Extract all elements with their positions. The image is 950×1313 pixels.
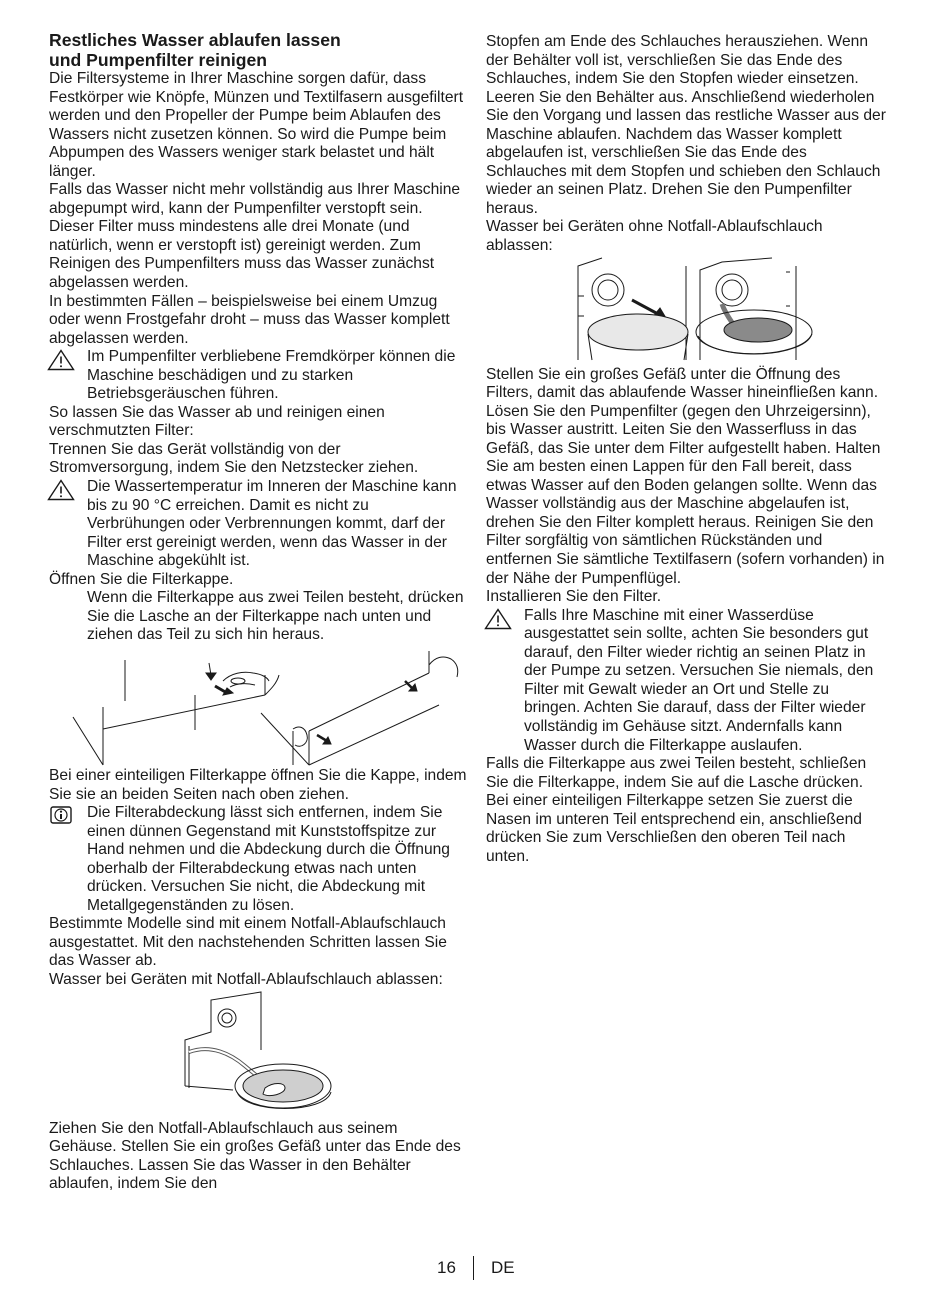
drain-without-hose-illustration <box>486 256 886 366</box>
intro-paragraph: Die Filtersysteme in Ihrer Maschine sorgen dafür, dass Festkörper wie Knöpfe, Münzen und Textilfasern ausgefiltert werden und den Propeller der Pumpe beim Ablaufen des Wassers nicht zusetzen können. So wird die Pumpe beim Abpumpen des Wassers weniger stark belastet und hält länger. <box>49 70 464 180</box>
with-hose-heading: Wasser bei Geräten mit Notfall-Ablaufschlauch ablassen: <box>49 970 443 988</box>
footer-divider <box>473 1256 474 1280</box>
right-column <box>486 33 886 866</box>
filter-cap-illustration <box>65 645 483 767</box>
close-cap-paragraph: Falls die Filterkappe aus zwei Teilen besteht, schließen Sie die Filterkappe, indem Sie auf die Lasche drücken. Bei einer einteiligen Filterkappe setzen Sie zuerst die Nasen im unteren Teil entsprechend ein, anschließend drücken Sie zum Verschließen den oberen Teil nach unten. <box>486 755 867 865</box>
warning-temperature <box>49 478 467 571</box>
procedure-intro: So lassen Sie das Wasser ab und reinigen einen verschmutzten Filter: <box>49 403 385 440</box>
info-text: Die Filterabdeckung lässt sich entfernen, indem Sie einen dünnen Gegenstand mit Kunststoffspitze zur Hand nehmen und die Abdeckung durch die Öffnung oberhalb der Filterabdeckung etwas nach unten drücken. Versuchen Sie nicht, die Abdeckung mit Metallgegenständen zu lösen. <box>87 804 450 914</box>
page-number: 16 <box>437 1258 456 1277</box>
page-footer <box>0 1256 950 1282</box>
warning-text: Falls Ihre Maschine mit einer Wasserdüse ausgestattet sein sollte, achten Sie besonders gut darauf, den Filter wieder richtig an seinen Platz in der Pumpe zu setzen. Versuchen Sie niemals, den Filter mit Gewalt wieder an Ort und Stelle zu bringen. Achten Sie darauf, dass der Filter wieder vollständig im Gehäuse sitzt. Andernfalls kann Wasser durch die Filterkappe auslaufen. <box>524 606 874 754</box>
warning-text: Die Wassertemperatur im Inneren der Maschine kann bis zu 90 °C erreichen. Damit es nicht zu Verbrühungen oder Verbrennungen kommt, darf der Filter erst gereinigt werden, wenn das Wasser in der Maschine abgekühlt ist. <box>87 478 457 570</box>
section-title-line2: und Pumpenfilter reinigen <box>49 50 267 70</box>
emergency-hose-intro: Bestimmte Modelle sind mit einem Notfall-Ablaufschlauch ausgestattet. Mit den nachstehenden Schritten lassen Sie das Wasser ab. <box>49 915 447 970</box>
install-filter-instruction: Installieren Sie den Filter. <box>486 588 662 606</box>
info-icon <box>50 806 72 824</box>
one-part-cap-instruction: Bei einer einteiligen Filterkappe öffnen Sie die Kappe, indem Sie sie an beiden Seiten nach oben ziehen. <box>49 766 467 803</box>
info-filter-cover <box>49 804 467 915</box>
hose-continue-paragraph: Stopfen am Ende des Schlauches herausziehen. Wenn der Behälter voll ist, verschließen Sie das Ende des Schlauches, indem Sie den Stopfen wieder einsetzen. Leeren Sie den Behälter aus. Anschließend wiederholen Sie den Vorgang und lassen das restliche Wasser aus der Maschine ablaufen. Nachdem das Wasser komplett abgelaufen ist, verschließen Sie das Ende des Schlauches mit dem Stopfen und schieben den Schlauch wieder an seinen Platz. Drehen Sie den Pumpenfilter heraus. <box>486 33 886 217</box>
warning-triangle-icon <box>47 349 75 371</box>
warning-text: Im Pumpenfilter verbliebene Fremdkörper können die Maschine beschädigen und zu starken Betriebsgeräuschen führen. <box>87 348 456 403</box>
open-cap-instruction: Öffnen Sie die Filterkappe. <box>49 570 234 588</box>
emergency-hose-illustration <box>49 990 467 1120</box>
left-column <box>49 30 467 1194</box>
place-container-paragraph: Stellen Sie ein großes Gefäß unter die Öffnung des Filters, damit das ablaufende Wasser hineinfließen kann. Lösen Sie den Pumpenfilter (gegen den Uhrzeigersinn), bis Wasser austritt. Leiten Sie den Wasserfluss in das Gefäß, das Sie unter dem Filter aufgestellt haben. Halten Sie am besten einen Lappen für den Fall bereit, dass etwas Wasser auf den Boden gelangen sollte. Wenn das Wasser vollständig aus der Maschine abgelaufen ist, drehen Sie den Filter komplett heraus. Reinigen Sie den Filter sorgfältig von sämtlichen Rückständen und entfernen Sie sämtliche Textilfasern (sofern vorhanden) in der Nähe der Pumpenflügel. <box>486 365 885 587</box>
two-part-cap-instruction: Wenn die Filterkappe aus zwei Teilen besteht, drücken Sie die Lasche an der Filterkappe nach unten und ziehen das Teil zu sich hin heraus. <box>87 589 464 644</box>
warning-water-jet <box>486 607 886 755</box>
language-code: DE <box>491 1258 515 1277</box>
pull-hose-instruction: Ziehen Sie den Notfall-Ablaufschlauch aus seinem Gehäuse. Stellen Sie ein großes Gefäß unter das Ende des Schlauches. Lassen Sie das Wasser in den Behälter ablaufen, indem Sie den <box>49 1119 461 1193</box>
warning-triangle-icon <box>484 608 512 630</box>
warning-triangle-icon <box>47 479 75 501</box>
without-hose-heading: Wasser bei Geräten ohne Notfall-Ablaufschlauch ablassen: <box>486 218 823 255</box>
section-title-line1: Restliches Wasser ablaufen lassen <box>49 30 341 50</box>
unplug-instruction: Trennen Sie das Gerät vollständig von der Stromversorgung, indem Sie den Netzstecker ziehen. <box>49 440 419 477</box>
filter-clog-paragraph: Falls das Wasser nicht mehr vollständig aus Ihrer Maschine abgepumpt wird, kann der Pumpenfilter verstopft sein. Dieser Filter muss mindestens alle drei Monate (und natürlich, wenn er verstopft ist) gereinigt werden. Zum Reinigen des Pumpenfilters muss das Wasser zunächst abgelassen werden. <box>49 181 461 292</box>
warning-foreign-objects <box>49 348 467 404</box>
drain-complete-paragraph: In bestimmten Fällen – beispielsweise bei einem Umzug oder wenn Frostgefahr droht – muss das Wasser komplett abgelassen werden. <box>49 292 450 347</box>
